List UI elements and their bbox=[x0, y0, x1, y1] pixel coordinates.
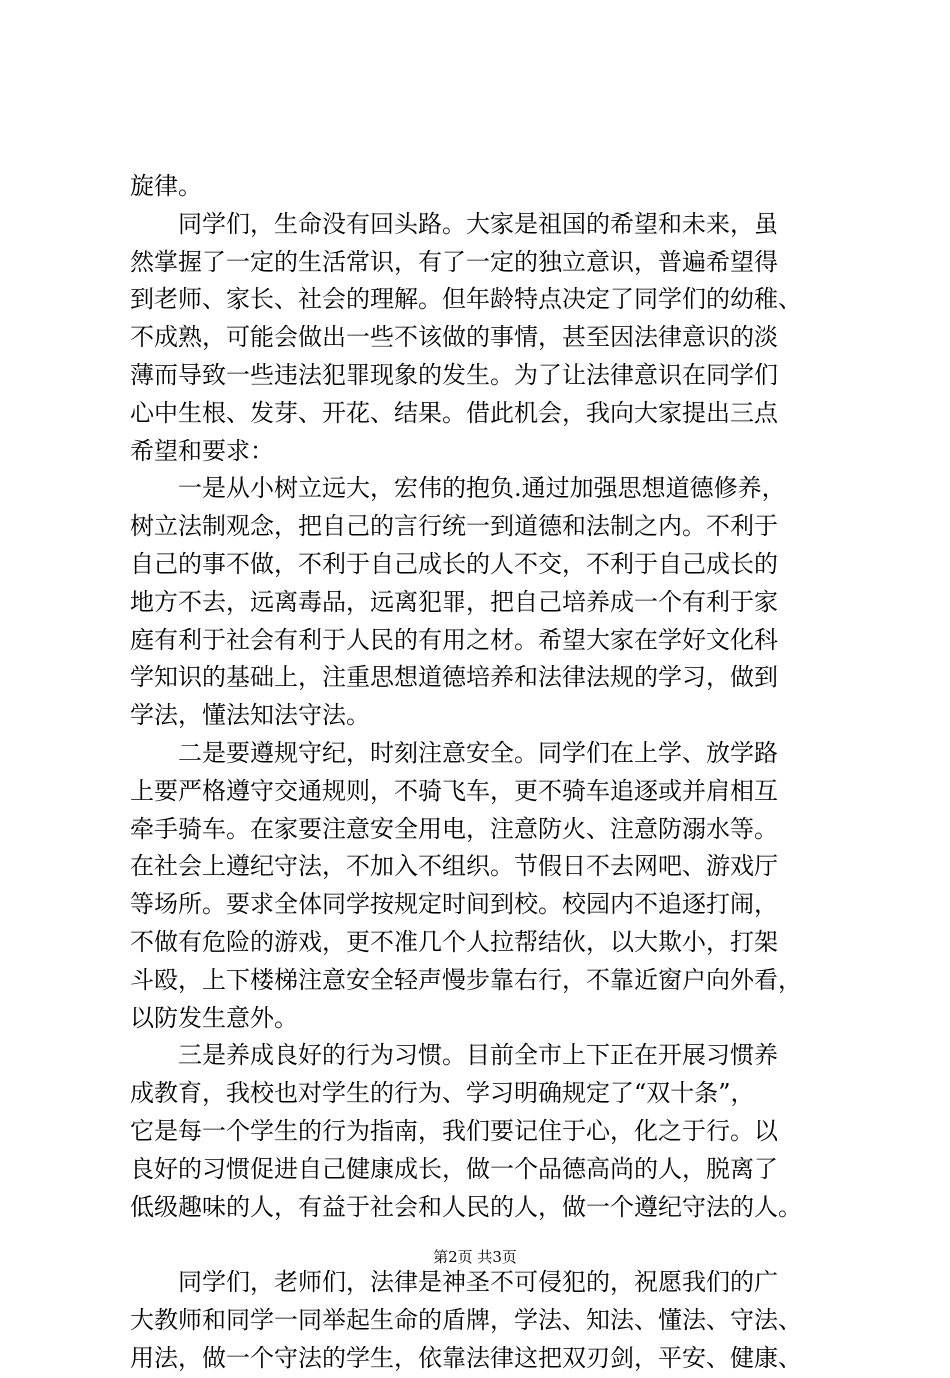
text-line: 学法，懂法知法守法。 bbox=[130, 701, 370, 730]
text-line: 地方不去，远离毒品，远离犯罪，把自己培养成一个有利于家 bbox=[130, 587, 778, 616]
text-line: 旋律。 bbox=[130, 172, 202, 200]
text-line: 等场所。要求全体同学按规定时间到校。校园内不追逐打闹， bbox=[130, 890, 778, 919]
text-line: 低级趣味的人，有益于社会和人民的人，做一个遵纪守法的人。 bbox=[130, 1192, 802, 1221]
text-line: 不做有危险的游戏，更不准几个人拉帮结伙，以大欺小，打架 bbox=[130, 927, 778, 956]
page-footer: 第2页 共3页 bbox=[433, 1248, 517, 1266]
text-line: 到老师、家长、社会的理解。但年龄特点决定了同学们的幼稚、 bbox=[130, 285, 802, 314]
text-line: 用法，做一个守法的学生，依靠法律这把双刃剑，平安、健康、 bbox=[130, 1343, 802, 1372]
text-line: 庭有利于社会有利于人民的有用之材。希望大家在学好文化科 bbox=[130, 625, 778, 654]
text-line: 一是从小树立远大，宏伟的抱负.通过加强思想道德修养， bbox=[178, 474, 786, 503]
text-line: 它是每一个学生的行为指南，我们要记住于心，化之于行。以 bbox=[130, 1116, 778, 1145]
text-line: 三是养成良好的行为习惯。目前全市上下正在开展习惯养 bbox=[178, 1041, 778, 1070]
text-line: 以防发生意外。 bbox=[130, 1003, 298, 1032]
text-line: 树立法制观念，把自己的言行统一到道德和法制之内。不利于 bbox=[130, 512, 778, 541]
text-line: 成教育，我校也对学生的行为、学习明确规定了“双十条”， bbox=[130, 1079, 755, 1108]
text-line: 同学们，老师们，法律是神圣不可侵犯的，祝愿我们的广 bbox=[178, 1268, 778, 1297]
text-line: 薄而导致一些违法犯罪现象的发生。为了让法律意识在同学们 bbox=[130, 360, 778, 389]
text-line: 斗殴，上下楼梯注意安全轻声慢步靠右行，不靠近窗户向外看， bbox=[130, 965, 802, 994]
text-line: 同学们，生命没有回头路。大家是祖国的希望和未来，虽 bbox=[178, 209, 778, 238]
text-line: 学知识的基础上，注重思想道德培养和法律法规的学习，做到 bbox=[130, 663, 778, 692]
text-line: 良好的习惯促进自己健康成长，做一个品德高尚的人，脱离了 bbox=[130, 1154, 778, 1183]
text-line: 在社会上遵纪守法，不加入不组织。节假日不去网吧、游戏厅 bbox=[130, 852, 778, 881]
text-line: 二是要遵规守纪，时刻注意安全。同学们在上学、放学路 bbox=[178, 738, 778, 767]
document-body bbox=[130, 168, 830, 1378]
text-line: 牵手骑车。在家要注意安全用电，注意防火、注意防溺水等。 bbox=[130, 814, 778, 843]
text-line: 不成熟，可能会做出一些不该做的事情，甚至因法律意识的淡 bbox=[130, 323, 778, 352]
text-line: 心中生根、发芽、开花、结果。借此机会，我向大家提出三点 bbox=[130, 398, 778, 427]
text-line: 然掌握了一定的生活常识，有了一定的独立意识，普遍希望得 bbox=[130, 247, 778, 276]
text-line: 上要严格遵守交通规则，不骑飞车，更不骑车追逐或并肩相互 bbox=[130, 776, 778, 805]
text-line: 自己的事不做，不利于自己成长的人不交，不利于自己成长的 bbox=[130, 549, 778, 578]
text-line: 希望和要求： bbox=[130, 436, 274, 465]
text-line: 大教师和同学一同举起生命的盾牌，学法、知法、懂法、守法、 bbox=[130, 1305, 802, 1334]
